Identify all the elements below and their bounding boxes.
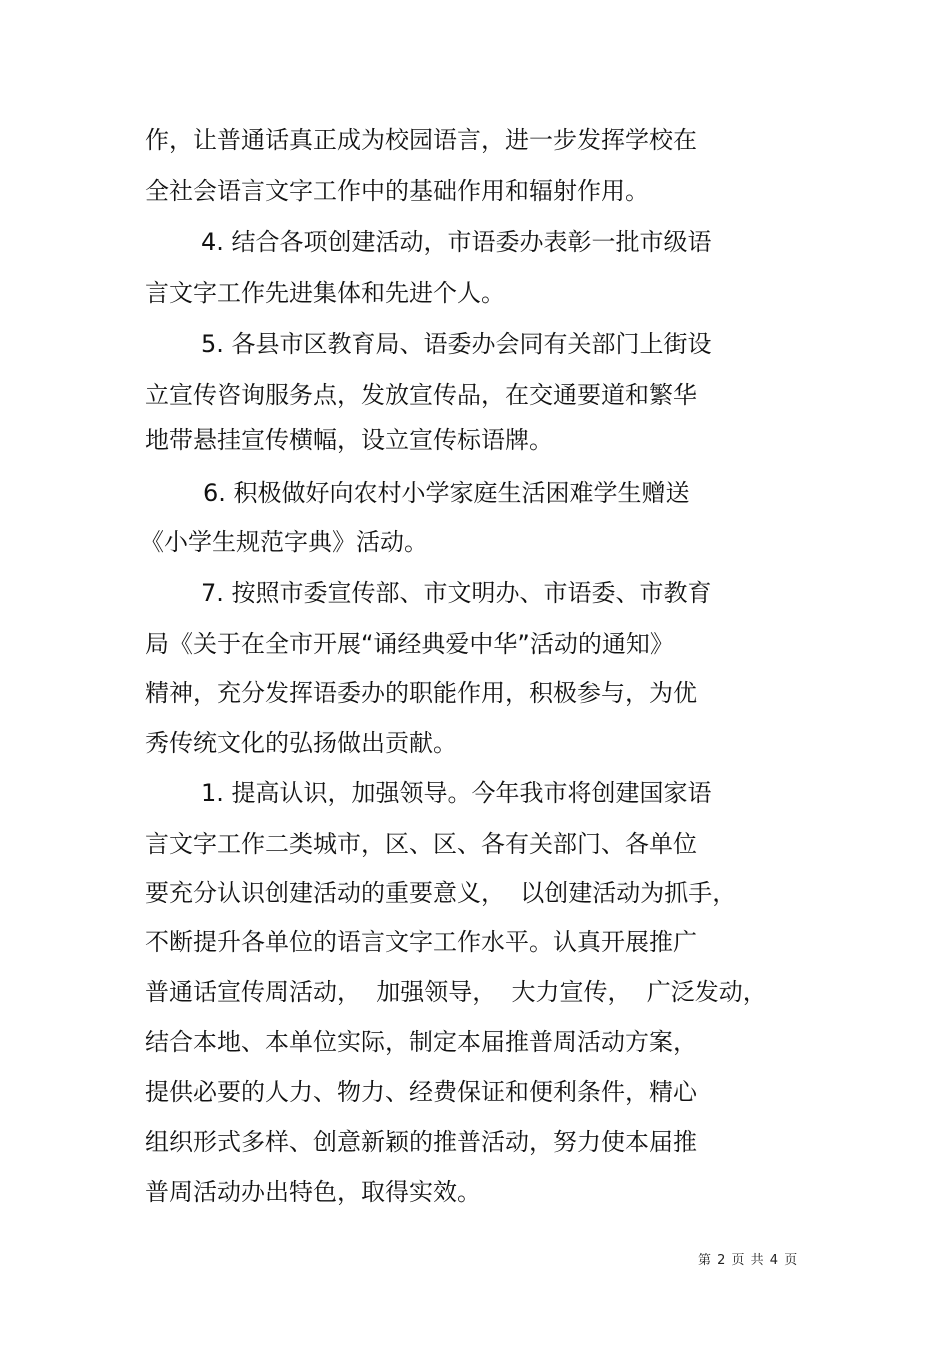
text-line: 言文字工作先进集体和先进个人。 [145, 279, 505, 307]
text-line: 结合本地、本单位实际，制定本届推普周活动方案， [145, 1028, 697, 1056]
text-line: 秀传统文化的弘扬做出贡献。 [145, 729, 457, 757]
text-line: 全社会语言文字工作中的基础作用和辐射作用。 [145, 177, 649, 205]
text-line: 组织形式多样、创意新颖的推普活动，努力使本届推 [145, 1128, 697, 1156]
text-line: 普周活动办出特色，取得实效。 [145, 1178, 481, 1206]
text-line: 局《关于在全市开展“诵经典爱中华”活动的通知》 [145, 630, 674, 658]
text-line: 要充分认识创建活动的重要意义， 以创建活动为抓手， [145, 879, 737, 907]
text-line: 地带悬挂宣传横幅，设立宣传标语牌。 [145, 426, 553, 454]
paragraph-1-start: 1. 提高认识，加强领导。今年我市将创建国家语 [201, 779, 712, 807]
paragraph-5-start: 5. 各县市区教育局、语委办会同有关部门上街设 [201, 330, 712, 358]
paragraph-7-start: 7. 按照市委宣传部、市文明办、市语委、市教育 [201, 579, 712, 607]
paragraph-6-start: 6. 积极做好向农村小学家庭生活困难学生赠送 [203, 479, 690, 507]
text-line: 立宣传咨询服务点，发放宣传品，在交通要道和繁华 [145, 381, 697, 409]
text-line: 不断提升各单位的语言文字工作水平。认真开展推广 [145, 928, 697, 956]
text-line: 提供必要的人力、物力、经费保证和便利条件，精心 [145, 1078, 697, 1106]
text-line: 精神，充分发挥语委办的职能作用，积极参与，为优 [145, 679, 697, 707]
text-line: 普通话宣传周活动， 加强领导， 大力宣传， 广泛发动， [145, 978, 767, 1006]
page-number: 第 2 页 共 4 页 [698, 1253, 799, 1268]
text-line: 作，让普通话真正成为校园语言，进一步发挥学校在 [145, 126, 697, 154]
text-line: 《小学生规范字典》活动。 [140, 528, 428, 556]
text-line: 言文字工作二类城市，区、区、各有关部门、各单位 [145, 830, 697, 858]
paragraph-4-start: 4. 结合各项创建活动，市语委办表彰一批市级语 [201, 228, 712, 256]
